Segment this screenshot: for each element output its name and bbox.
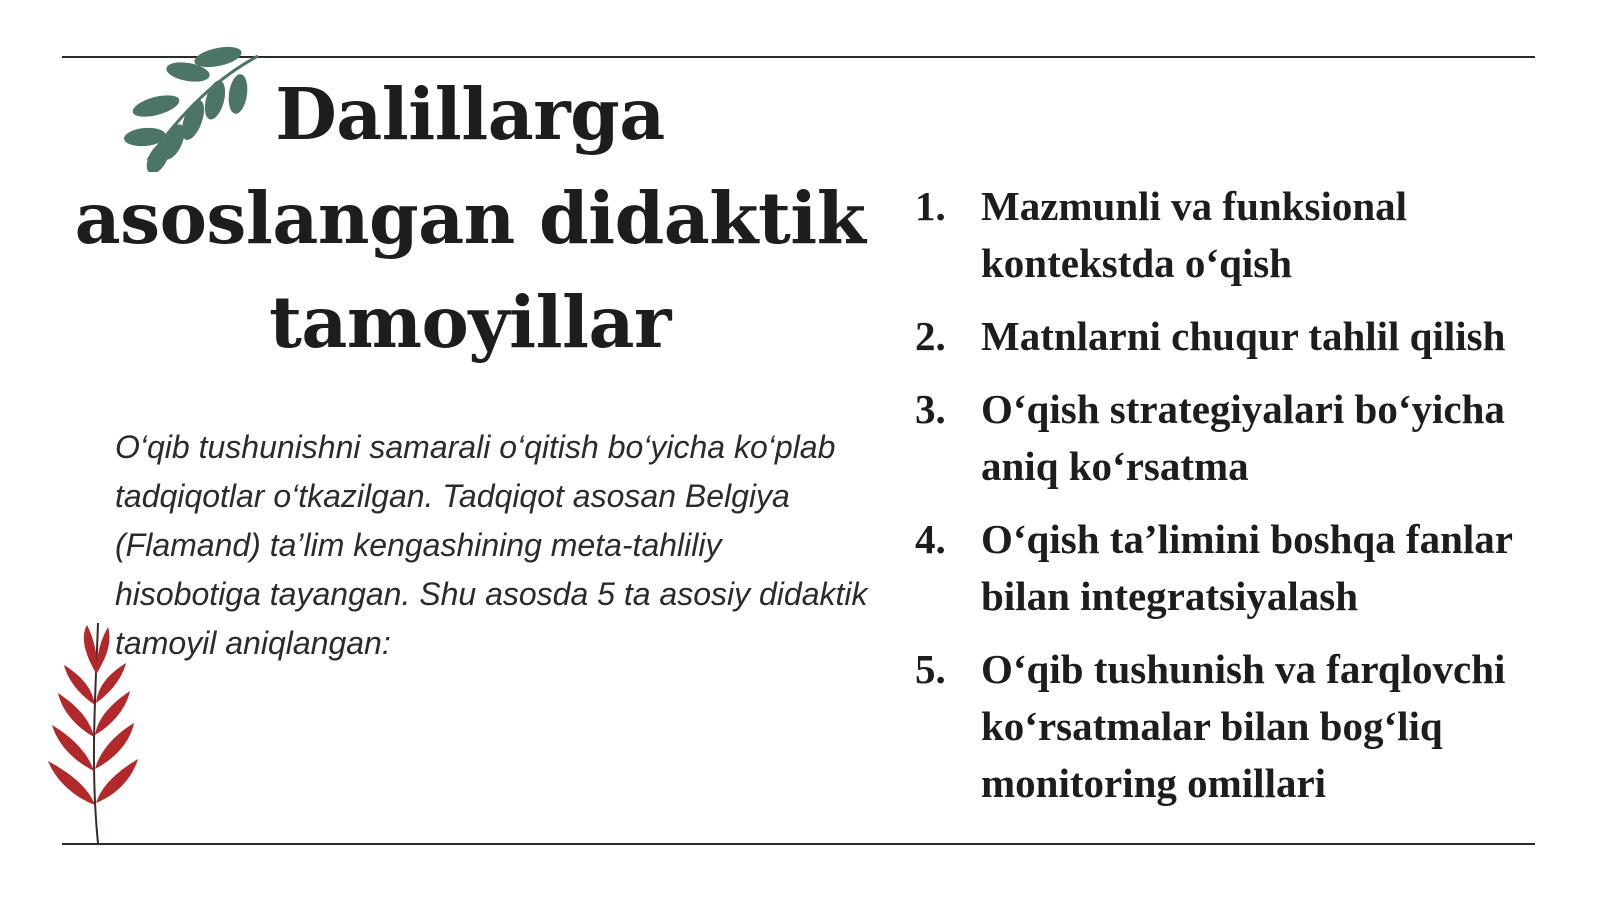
list-item-number: 2.: [915, 313, 946, 359]
list-item-text: O‘qib tushunish va farqlovchi ko‘rsatmalar bilan bog‘liq monitoring omillari: [981, 646, 1506, 806]
top-divider: [62, 56, 1535, 58]
list-item-number: 1.: [915, 183, 946, 229]
list-item-text: Mazmunli va funksional kontekstda o‘qish: [981, 183, 1408, 286]
list-item: [915, 641, 1575, 812]
slide-title: [30, 62, 910, 374]
list-item: [915, 308, 1575, 365]
list-item: [915, 511, 1575, 625]
list-item-text: Matnlarni chuqur tahlil qilish: [981, 313, 1506, 359]
list-item: [915, 178, 1575, 292]
list-item-number: 4.: [915, 516, 946, 562]
list-item-number: 5.: [915, 646, 946, 692]
title-line-2: asoslangan didaktik: [74, 176, 866, 260]
list-item: [915, 381, 1575, 495]
list-item-text: O‘qish ta’limini boshqa fanlar bilan integratsiyalash: [981, 516, 1513, 619]
bottom-divider: [62, 843, 1535, 845]
title-line-3: tamoyillar: [269, 280, 671, 364]
list-item-number: 3.: [915, 386, 946, 432]
principles-list: [915, 178, 1575, 828]
list-item-text: O‘qish strategiyalari bo‘yicha aniq ko‘rsatma: [981, 386, 1505, 489]
intro-paragraph: O‘qib tushunishni samarali o‘qitish bo‘yicha ko‘plab tadqiqotlar o‘tkazilgan. Tadqiqot asosan Belgiya (Flamand) ta’lim kengashining meta-tahliliy hisobotiga tayangan. Shu asosda 5 ta asosiy didaktik tamoyil aniqlangan:: [115, 429, 868, 661]
title-line-1: Dalillarga: [275, 72, 665, 156]
